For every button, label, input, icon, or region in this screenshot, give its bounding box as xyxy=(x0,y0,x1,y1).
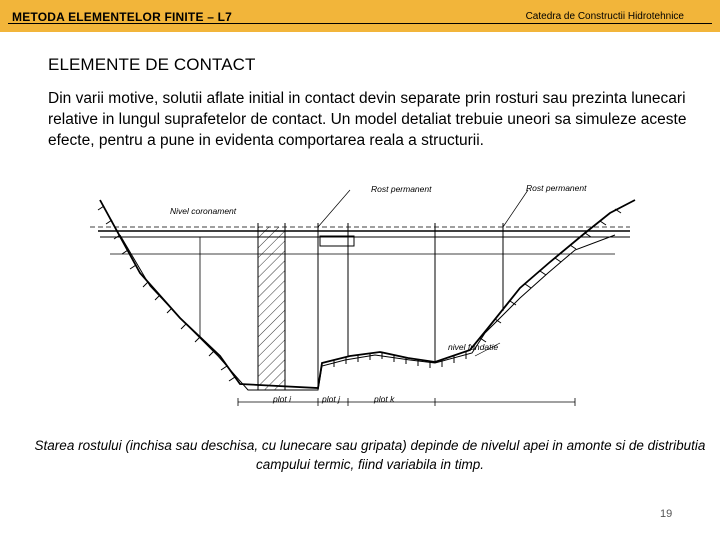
label-plot-j: plot j xyxy=(322,394,340,404)
dam-cross-section-diagram xyxy=(90,178,720,418)
dam-body xyxy=(90,190,635,406)
diagram-caption: Starea rostului (inchisa sau deschisa, cu lunecare sau gripata) depinde de nivelul apei in amonte si de distributia campului termic, fiind variabila in timp. xyxy=(34,438,706,472)
label-plot-k: plot k xyxy=(374,394,395,404)
department-name: Catedra de Constructii Hidrotehnice xyxy=(525,11,684,22)
course-title: METODA ELEMENTELOR FINITE – L7 xyxy=(12,10,233,24)
label-nivel-fundatie: nivel fundatie xyxy=(448,342,499,352)
page-number: 19 xyxy=(660,508,673,520)
label-rost-permanent-2: Rost permanent xyxy=(526,183,587,193)
label-nivel-coronament: Nivel coronament xyxy=(170,206,237,216)
slide-title: ELEMENTE DE CONTACT xyxy=(48,55,256,74)
intro-paragraph: Din varii motive, solutii aflate initial in contact devin separate prin rosturi sau prezinta lunecari relative in lungul suprafetelor de contact. Un model detaliat trebuie uneori sa simuleze aceste efecte, pentru a pune in evidenta comportarea reala a structurii. xyxy=(48,90,687,149)
label-rost-permanent-1: Rost permanent xyxy=(371,184,432,194)
label-plot-i: plot i xyxy=(273,394,291,404)
